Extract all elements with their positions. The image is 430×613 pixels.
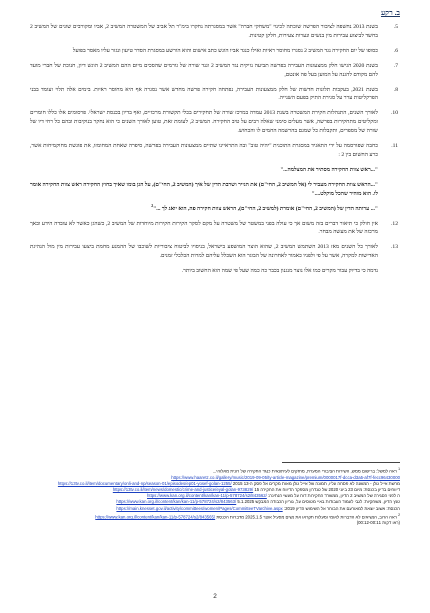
paragraph-5 bbox=[30, 23, 400, 41]
footnote-link[interactable]: https://13tv.co.il/item/news/domestic/crime-and-justice/eyal-golan-973829/ bbox=[112, 487, 254, 493]
footnote-text: טנץ הדיון, משחקיות: לגבי לעמוד העבודות באיי מטוסים על, גוריון הכבודה המבקש 5.1.2025 bbox=[237, 499, 400, 505]
footnote-link[interactable]: https://www.kan.org.il/content/kan/kan-11/p-578724/s2/843562/ bbox=[147, 493, 267, 499]
paragraph-7 bbox=[30, 62, 400, 80]
footnote-link[interactable]: https://www.kan.org.il/content/kan/kan-11/p-578724/s2/843563/ bbox=[116, 499, 237, 505]
paragraph-12 bbox=[30, 220, 400, 238]
paragraph-text: בשנת 2021, בעקבות תלונות חדשות של חלק ממצעונות העבירה, נפתחה חקירה פרשה מחדש אשר נסגרה אף היא מחוסר ראיות. בימים אלה תלוי ועומד בבני הפרקליטות ערר על סגירת התיק בפעם השנייה. bbox=[30, 86, 378, 102]
footnote bbox=[30, 512, 400, 521]
paragraph-list bbox=[30, 23, 400, 276]
paragraph-text: כחבה שפורסמה על ידי התאגיד במסגרת התוכנית "יהיה טוב" ובה התראיינו שתיים ממצעונות העבירה בפרשה, סיפרה שאחת המחומזו, את פוגשת מחוקמיחות אשר, כרע החשום בין 2 : bbox=[30, 143, 378, 158]
footnote-link[interactable]: https://www.kan.org.il/content/kan/kan-11/p-578724/s2/843565/ bbox=[95, 514, 216, 520]
paragraph-text: בשנת 2020 הגישו חלק ממצעונות העבירה בפרשה תביעה נזיקית נגד המשיב 2 וגנד שורה של גורמים שהסכים מיום ההם המשיב 2 הוגש דיון, חנוכת של חברי מועד להם מקודם להגנה על המוען בעל פה אונטם, bbox=[30, 62, 378, 78]
quote-line: "...ראש צוות החקירה מסתיר את המצלמה..." bbox=[280, 166, 378, 173]
footnote-text: (ראו דקות 00:12-00:11) bbox=[356, 520, 400, 526]
paragraph-number: 7. bbox=[393, 62, 398, 69]
paragraph-number: 5. bbox=[393, 24, 398, 30]
footnote-marker[interactable]: 2 bbox=[151, 203, 154, 208]
quote-line: "...הראש צוות החקירה מעביר לי (אל המשיב 2, החי"ם) את הגייר ושרבת הדין של איך (המשיב 2, החי"ם), על הגן בומו שאיך בחוץ החקירה ראש צוות החקירה אומר לו. הוא מוהיר שהכל מוקלט...." bbox=[30, 181, 378, 197]
paragraph-8 bbox=[30, 86, 400, 104]
footnote-text: הכנסת: אשוב יוצאת למאורעם את הבוחר אל השימוש הדיון 2019: bbox=[283, 505, 400, 511]
paragraph-6 bbox=[30, 47, 400, 56]
quote-block bbox=[30, 181, 400, 199]
quote-line: "... ערותה הדין של (המשיב 2, החי"ם) אומרת (למשיב 2, החי"ם), הראש צוות חקירה פה, הוא יואג לך ..." bbox=[153, 205, 378, 212]
paragraph-text: בשנת 2013 נחשפה לציבור הפרשה שזכתה לכינוי "משחקי חברה" אשר במסגרתה נחקרו בימ"ר תל אביב של המשטרה המשיב 2, אביו ומקורבים שונים של המשיב 2 בחשד לביצוע עבירות מין בנשים ונערות צעירות, חלקן קטינות. bbox=[30, 24, 378, 39]
paragraph-text: לאורך כל השנים מאז 2013 השתמש המשיב 2, שהוא הוצר המושפע בישראל, בניסויו לביטוח ציבוריות לשוכבו של ההמנע מחמת ביצעו עבירות מין מול הנהיגת האדישות למקרה, אשר על פי ולפניו כאמור לאחרונה של הבוגר הוא השכלל עליהם למרות הכלכלי זמנים. bbox=[30, 244, 379, 260]
paragraph-text: כסופו של יום החקירה נגד המשיב 2 נסגרו מחוסר ראיות ואילו כנגד אביו הוגש כתב אישום והוא הורשע במסגרת הסדר טיעון ונגזר עליו מאסר בפועל bbox=[72, 47, 378, 54]
paragraph-number: 12. bbox=[391, 220, 398, 227]
paragraph-13 bbox=[30, 243, 400, 261]
footnote-number: 1 bbox=[398, 467, 400, 471]
footnote-link[interactable]: https://13tv.co.il/item/documentary/onli-and-np/season-01/episodes/ep01-yosef-golan-1255/ bbox=[57, 480, 232, 486]
quote-block bbox=[30, 166, 400, 175]
paragraph-11 bbox=[30, 142, 400, 160]
footnote-text: מרשת אייל גולן - המשנה לא פסחה עליו, תמונה של אייל גולן מאות מקרים אל פסק ה-13 2015 bbox=[232, 480, 400, 486]
footnote-text: ראה הרוב, הנשיאים לא הדברות לאומי ומעלות תקראו את נשים מפעיל אוצר 2025.1.5 מדברות הכנסת bbox=[216, 514, 397, 520]
footnotes-section bbox=[30, 462, 400, 527]
footnote-link[interactable]: https://main.knesset.gov.il/activity/committees/women/Pages/CommitteeTVarchive.aspx bbox=[116, 505, 283, 511]
footnote bbox=[30, 466, 400, 481]
footnote-text: דיווחים בדיון בכנסת: מיום 23 ביוני 2020 של טנדרון מספקר הדיווח את החקירה 15 bbox=[254, 487, 400, 493]
quote-block bbox=[30, 205, 400, 214]
paragraph-text: אין חולק כי תיאור דברים בזה משום אך כי עולה בפני במשטר של משטרה על מקם לסקר הקירות חקירות מיוחדות של המשיב 2, כשהגן כאשר לא עובדה הידע ובאך מרכזה של את מעשה מבחר. bbox=[30, 220, 379, 236]
paragraph-number: 10. bbox=[391, 110, 398, 117]
closing-paragraph: נדמה כי בדיוק עבור מקרים כמו אלו נוצר מנגנון בכבר כה כמה שעל פי שמה הוא החשוב ביותר. bbox=[181, 268, 378, 275]
page-number: 2 bbox=[213, 593, 217, 600]
paragraph-text: לאורך השנים, התנהלות חקירת המשטרה בשנת 2013 עמדה במרכז שורה של תחקירים בכלי תקשורת מרכזיים, ואף בדיון בכנסת ישראל¹. פרסומים אלו כללו חומרים ומקליטים מתחקירות בפרשה, אשר מעלים סימני שאלה רבים על טיב החקירה. המשיב 2, לעומת זאת, טוען לאורך השנים כי הוא נחקר בנוקיבות ובהם כל רחי דיו של שורה של מספרים, ותקבלות כל שמגם בהרשמה החמים לו והכחוש. bbox=[30, 110, 379, 135]
footnote-link[interactable]: https://www.haaretz.co.il/gallery/music/2019-09-05/ty-article-magazine/premium/0000017f-dcca-d3a5-af7f-fecc96430000 bbox=[171, 474, 400, 480]
footnote-divider bbox=[282, 462, 400, 463]
paragraph-10 bbox=[30, 109, 400, 136]
footnote-text: ה לפני הסגירה של המשיב 2 הדיון, ממשרד החקירות דוח על מעשי הנתינה: bbox=[268, 493, 400, 499]
section-title: ב. רקע bbox=[380, 8, 400, 17]
paragraph-number: 8. bbox=[393, 86, 398, 93]
paragraph-number: 11. bbox=[391, 143, 398, 150]
footnote-text: ראה למשל: ברישום ממש, השירות הציבורי המערת, מחזקים לעיתונאית כנגד החקירה של רונית מאלוהי... bbox=[212, 468, 397, 474]
paragraph-number: 6. bbox=[393, 47, 398, 54]
paragraph-number: 13. bbox=[391, 244, 398, 251]
footnote bbox=[30, 520, 400, 526]
footnote-number: 2 bbox=[398, 512, 400, 517]
